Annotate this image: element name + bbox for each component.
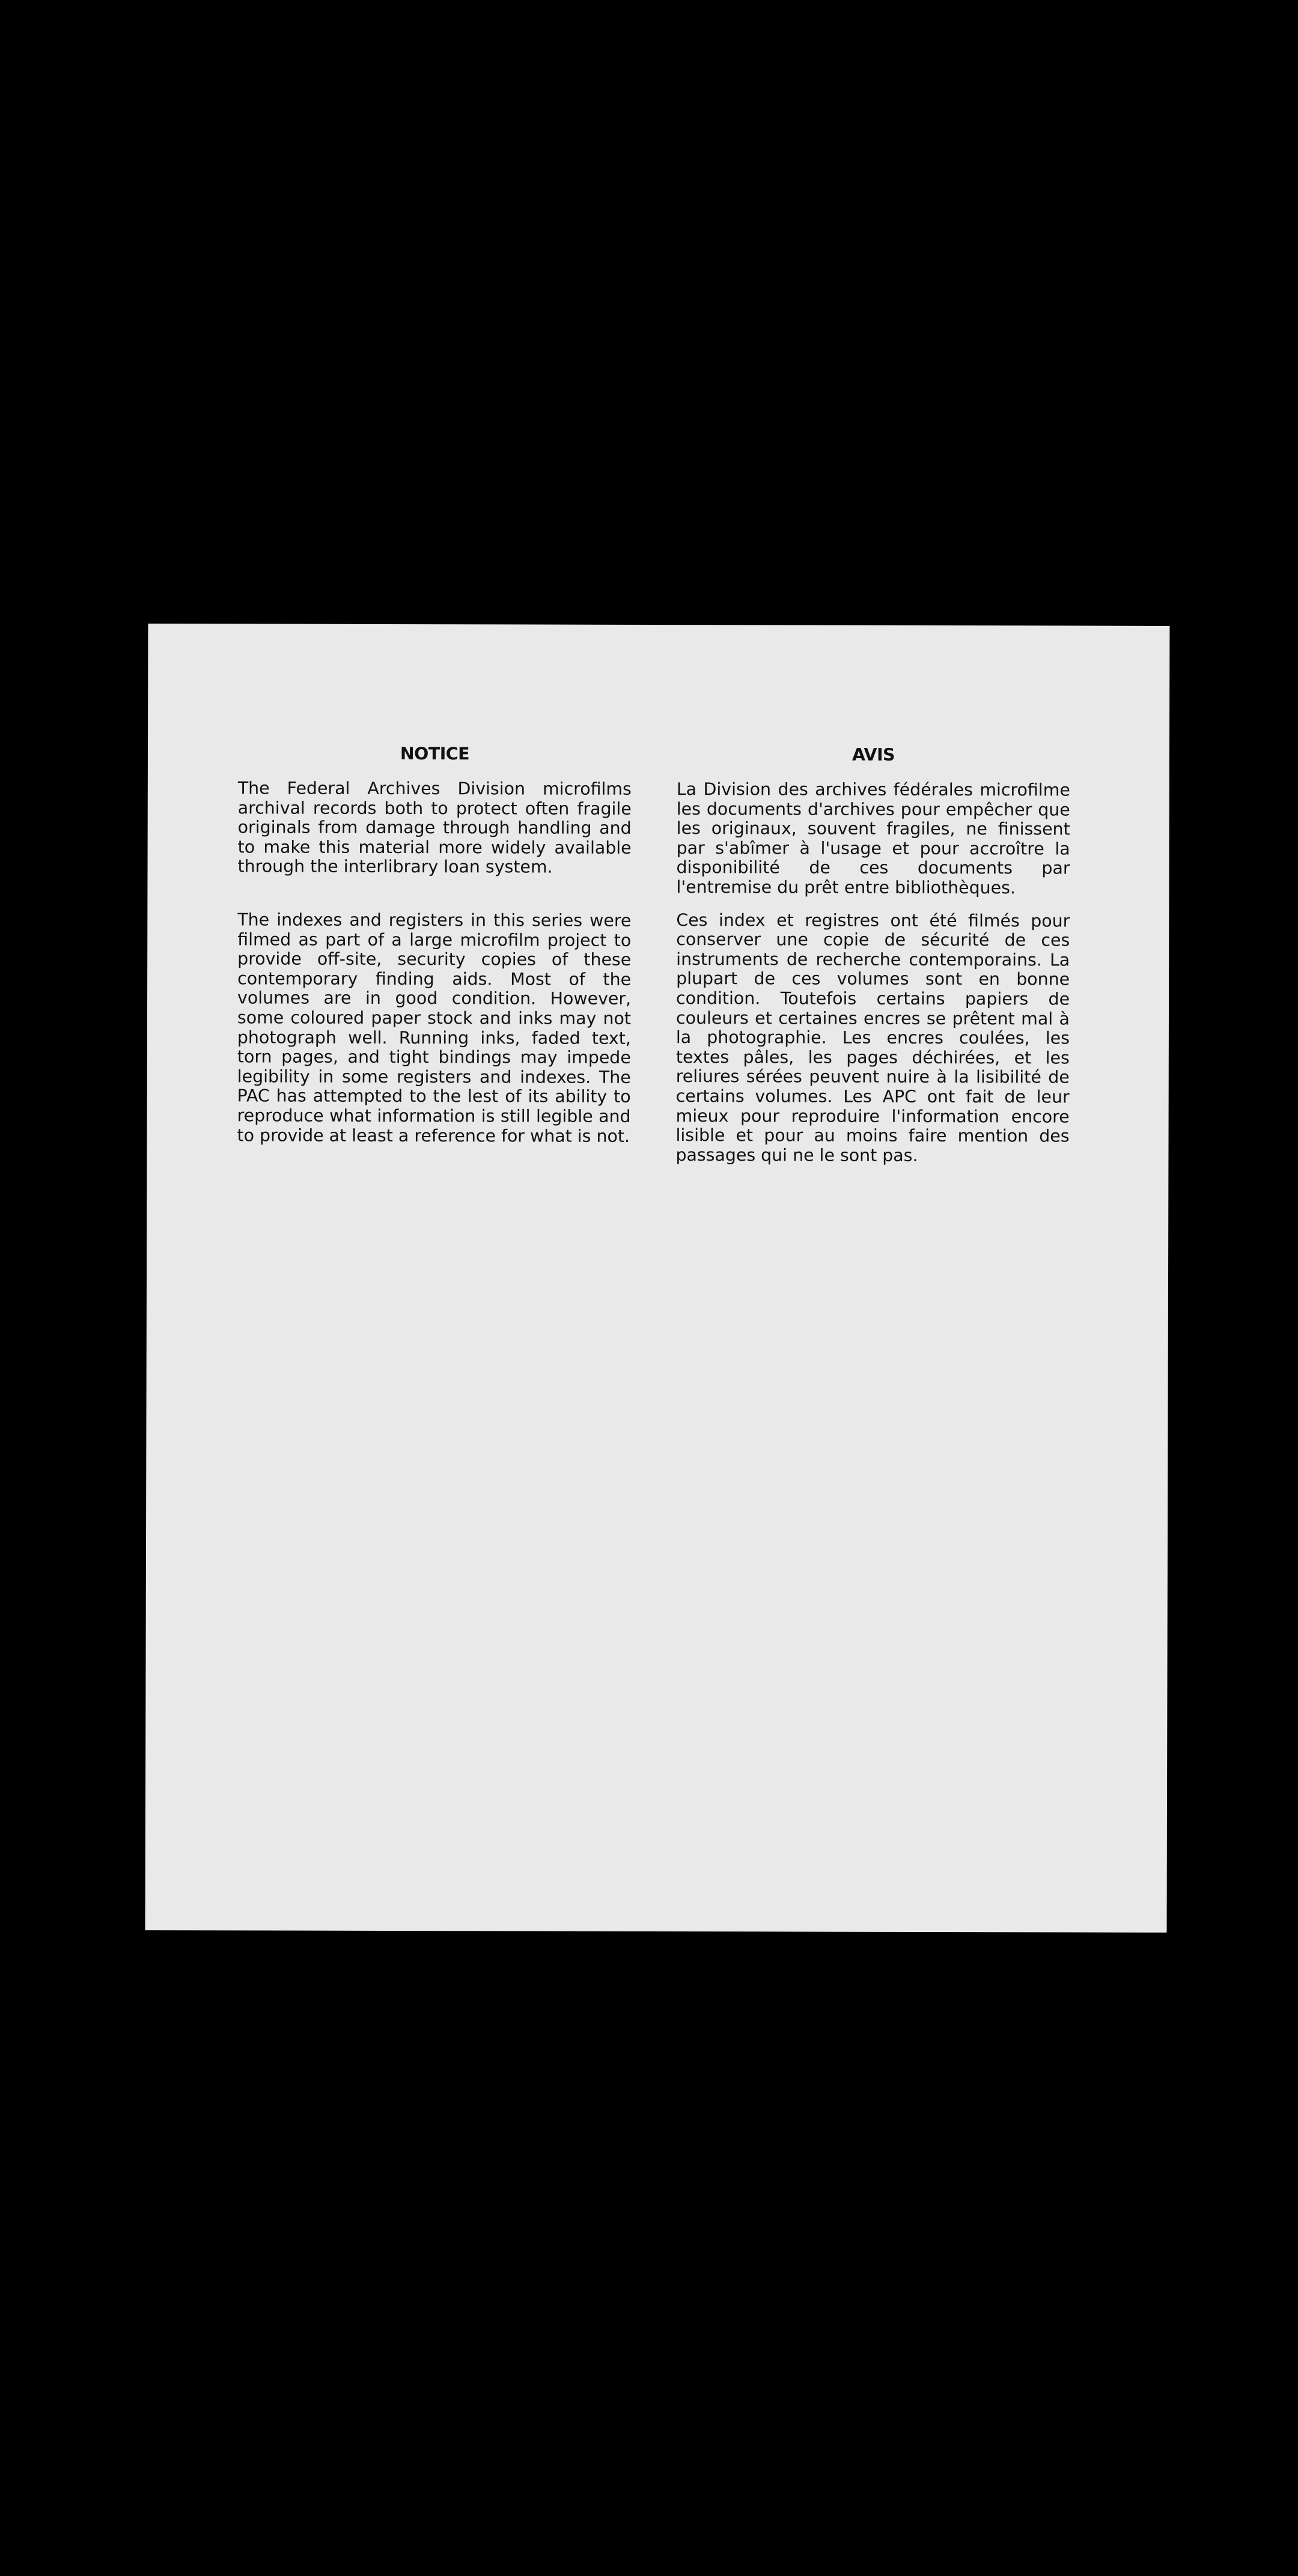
notice-paragraph-1: The Federal Archives Division microfilms archival records both to protect often fragile originals from damage through handling and to make this material more widely available through the interlibrary loan system. <box>237 778 632 877</box>
avis-heading: AVIS <box>852 744 895 765</box>
document-page <box>145 624 1170 1933</box>
notice-column <box>237 744 632 1146</box>
notice-paragraph-2: The indexes and registers in this series were filmed as part of a large microfilm project to provide off-site, security copies of these contemporary finding aids. Most of the volumes are in good condition. However, some coloured paper stock and inks may not photograph well. Running inks, faded text, torn pages, and tight bindings may impede legibility in some registers and indexes. The PAC has attempted to the lest of its ability to reproduce what information is still legible and to provide at least a reference for what is not. <box>237 910 632 1146</box>
avis-paragraph-1: La Division des archives fédérales microfilme les documents d'archives pour empêcher que les originaux, souvent fragiles, ne finissent par s'abîmer à l'usage et pour accroître la disponibilité de ces documents par l'entremise du prêt entre bibliothèques. <box>676 779 1070 898</box>
avis-column <box>675 745 1070 1166</box>
avis-paragraph-2: Ces index et registres ont été filmés pour conserver une copie de sécurité de ces instruments de recherche contemporains. La plupart de ces volumes sont en bonne condition. Toutefois certains papiers de couleurs et certaines encres se prêtent mal à la photographie. Les encres coulées, les textes pâles, les pages déchirées, et les reliures sérées peuvent nuire à la lisibilité de certains volumes. Les APC ont fait de leur mieux pour reproduire l'information encore lisible et pour au moins faire mention des passages qui ne le sont pas. <box>675 910 1070 1165</box>
notice-heading: NOTICE <box>400 744 470 764</box>
